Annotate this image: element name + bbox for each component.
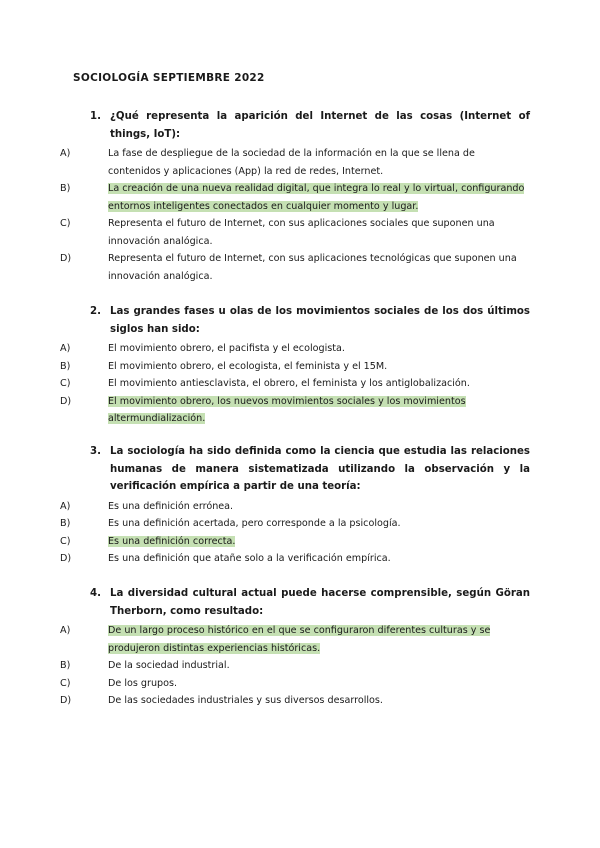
option-letter: D) bbox=[60, 695, 72, 706]
option-letter: B) bbox=[60, 518, 71, 529]
option-text-highlighted: Es una definición correcta. bbox=[108, 535, 236, 547]
answer-option bbox=[60, 657, 530, 675]
option-text: De la sociedad industrial. bbox=[108, 660, 230, 671]
question-number: 4. bbox=[90, 588, 101, 599]
answer-option bbox=[60, 340, 530, 358]
question-number: 3. bbox=[90, 446, 101, 457]
option-letter: C) bbox=[60, 218, 71, 229]
option-letter: D) bbox=[60, 553, 72, 564]
answer-option bbox=[60, 145, 530, 180]
option-text: El movimiento obrero, el ecologista, el feminista y el 15M. bbox=[108, 360, 388, 372]
option-letter: A) bbox=[60, 500, 71, 512]
option-text: El movimiento antiesclavista, el obrero, el feminista y los antiglobalización. bbox=[108, 378, 470, 389]
answer-option bbox=[60, 215, 530, 250]
option-text: Es una definición acertada, pero corresponde a la psicología. bbox=[108, 518, 401, 529]
answer-option bbox=[60, 675, 530, 693]
question-4 bbox=[60, 585, 530, 710]
question-3 bbox=[60, 443, 530, 568]
option-text: Es una definición que atañe solo a la verificación empírica. bbox=[108, 553, 391, 564]
document-title: SOCIOLOGÍA SEPTIEMBRE 2022 bbox=[73, 72, 265, 84]
question-number: 2. bbox=[90, 306, 101, 317]
answer-option bbox=[60, 692, 530, 710]
answer-option bbox=[60, 550, 530, 568]
question-text: 3. La sociología ha sido definida como la ciencia que estudia las relaciones humanas de manera sistematizada utilizando la observación y la verificación empírica a partir de una teoría: bbox=[90, 443, 530, 496]
option-letter: A) bbox=[60, 625, 71, 636]
answer-option bbox=[60, 515, 530, 533]
question-1 bbox=[60, 108, 530, 285]
option-text-highlighted: El movimiento obrero, los nuevos movimientos sociales y los movimientos altermundialización. bbox=[108, 395, 466, 424]
question-number: 1. bbox=[90, 111, 101, 122]
answer-option bbox=[60, 358, 530, 376]
option-text: Representa el futuro de Internet, con sus aplicaciones tecnológicas que suponen una innovación analógica. bbox=[108, 253, 517, 282]
answer-option bbox=[60, 498, 530, 516]
option-text: El movimiento obrero, el pacifista y el ecologista. bbox=[108, 343, 345, 354]
option-letter: A) bbox=[60, 148, 71, 159]
option-letter: B) bbox=[60, 360, 71, 372]
option-text: De los grupos. bbox=[108, 677, 178, 689]
answer-option-correct bbox=[60, 622, 530, 657]
answer-option bbox=[60, 375, 530, 393]
question-text: 2. Las grandes fases u olas de los movimientos sociales de los dos últimos siglos han sido: bbox=[90, 303, 530, 338]
question-2 bbox=[60, 303, 530, 428]
option-letter: C) bbox=[60, 535, 71, 547]
option-text-highlighted: La creación de una nueva realidad digital, que integra lo real y lo virtual, configurando entornos inteligentes conectados en cualquier momento y lugar. bbox=[108, 183, 525, 212]
question-text: 1. ¿Qué representa la aparición del Internet de las cosas (Internet of things, IoT): bbox=[90, 108, 530, 143]
answer-option-correct bbox=[60, 180, 530, 215]
option-text: Es una definición errónea. bbox=[108, 500, 234, 512]
option-letter: B) bbox=[60, 660, 71, 671]
option-letter: C) bbox=[60, 378, 71, 389]
question-text: 4. La diversidad cultural actual puede hacerse comprensible, según Göran Therborn, como resultado: bbox=[90, 585, 530, 620]
option-letter: D) bbox=[60, 395, 72, 407]
option-letter: B) bbox=[60, 183, 71, 194]
option-letter: C) bbox=[60, 677, 71, 689]
answer-option-correct bbox=[60, 533, 530, 551]
option-letter: A) bbox=[60, 343, 71, 354]
option-text: De las sociedades industriales y sus diversos desarrollos. bbox=[108, 695, 383, 706]
option-letter: D) bbox=[60, 253, 72, 264]
answer-option bbox=[60, 250, 530, 285]
option-text: Representa el futuro de Internet, con sus aplicaciones sociales que suponen una innovación analógica. bbox=[108, 218, 495, 247]
answer-option-correct bbox=[60, 393, 530, 428]
option-text-highlighted: De un largo proceso histórico en el que se configuraron diferentes culturas y se produjeron distintas experiencias históricas. bbox=[108, 625, 491, 654]
option-text: La fase de despliegue de la sociedad de la información en la que se llena de contenidos y aplicaciones (App) la red de redes, Internet. bbox=[108, 148, 475, 177]
